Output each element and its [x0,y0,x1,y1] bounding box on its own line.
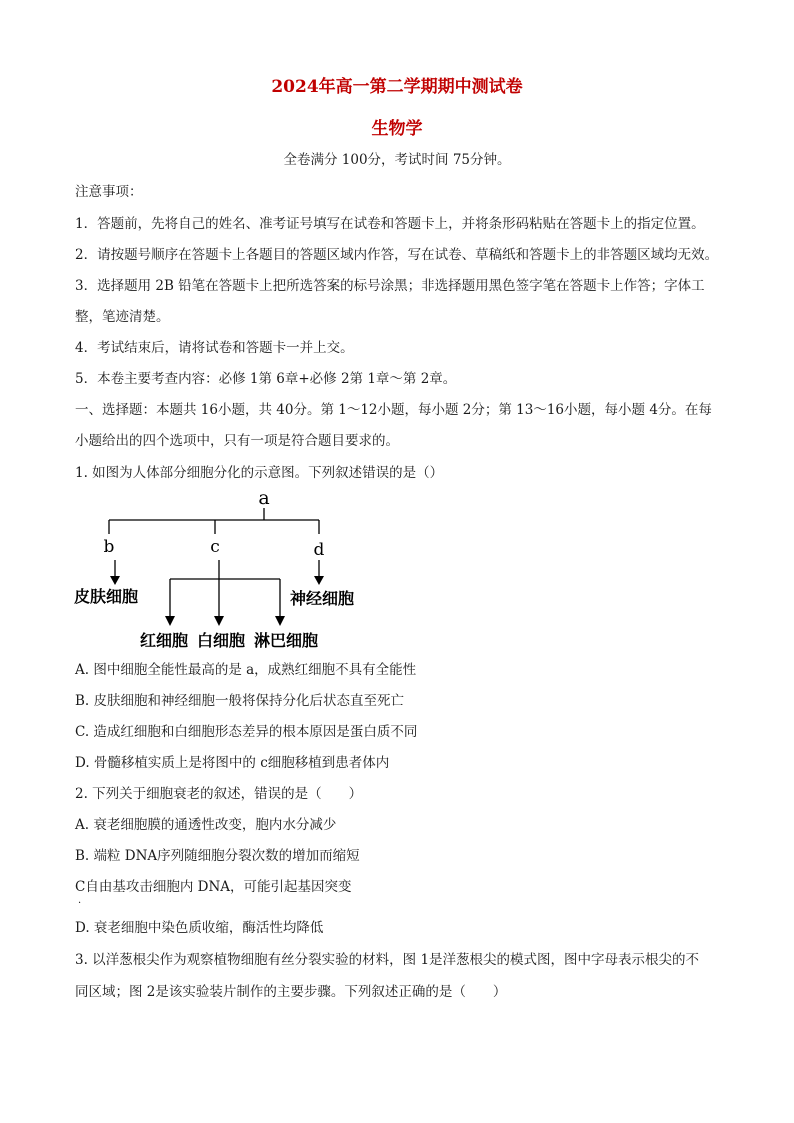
question-1-option-d: D. 骨髓移植实质上是将图中的 c细胞移植到患者体内 [75,755,390,771]
node-c: c [210,537,220,557]
question-1-stem: 1. 如图为人体部分细胞分化的示意图。下列叙述错误的是（） [75,465,444,481]
question-1-option-b: B. 皮肤细胞和神经细胞一般将保持分化后状态直至死亡 [75,693,405,709]
section-instruction: 小题给出的四个选项中，只有一项是符合题目要求的。 [75,433,399,449]
label-lymphocyte: 淋巴细胞 [254,631,319,650]
note-item: 3．选择题用 2B 铅笔在答题卡上把所选答案的标号涂黑；非选择题用黑色签字笔在答题卡上作答；字体工 [75,278,705,294]
question-2-option-d: D. 衰老细胞中染色质收缩，酶活性均降低 [75,920,324,936]
exam-info: 全卷满分 100分，考试时间 75分钟。 [283,152,511,168]
note-item: 2．请按题号顺序在答题卡上各题目的答题区域内作答，写在试卷、草稿纸和答题卡上的非答题区域均无效。 [75,247,719,263]
cell-differentiation-diagram [72,484,362,654]
arrow-head [165,616,175,626]
label-red-blood-cell: 红细胞 [140,631,189,650]
arrow-head [275,616,285,626]
question-2-stem: 2. 下列关于细胞衰老的叙述，错误的是（ ） [75,786,363,802]
question-2-option-a: A. 衰老细胞膜的通透性改变，胞内水分减少 [75,817,337,833]
question-1-option-c: C. 造成红细胞和白细胞形态差异的根本原因是蛋白质不同 [75,724,418,740]
stray-mark: · [78,898,82,909]
note-item: 整，笔迹清楚。 [75,309,170,325]
exam-title: 2024年高一第二学期期中测试卷 [271,77,523,97]
note-item: 4．考试结束后，请将试卷和答题卡一并上交。 [75,340,354,356]
node-a: a [258,487,270,509]
node-b: b [103,537,115,557]
notes-heading: 注意事项： [75,184,143,200]
question-3-stem: 同区域；图 2是该实验装片制作的主要步骤。下列叙述正确的是（ ） [75,984,507,1000]
question-2-option-b: B. 端粒 DNA序列随细胞分裂次数的增加而缩短 [75,848,360,864]
label-nerve-cell: 神经细胞 [290,589,355,608]
arrow-head [214,616,224,626]
label-white-blood-cell: 白细胞 [197,631,246,650]
question-3-stem: 3. 以洋葱根尖作为观察植物细胞有丝分裂实验的材料，图 1是洋葱根尖的模式图，图中字母表示根尖的不 [75,952,700,968]
section-instruction: 一、选择题：本题共 16小题，共 40分。第 1～12小题，每小题 2分；第 13～16小题，每小题 4分。在每 [75,402,712,418]
node-d: d [313,540,325,560]
arrow-head [314,576,324,585]
question-2-option-c: C自由基攻击细胞内 DNA，可能引起基因突变 [75,879,352,895]
question-1-option-a: A. 图中细胞全能性最高的是 a，成熟红细胞不具有全能性 [75,662,417,678]
arrow-head [110,576,120,585]
note-item: 1．答题前，先将自己的姓名、准考证号填写在试卷和答题卡上，并将条形码粘贴在答题卡上的指定位置。 [75,216,705,232]
label-skin-cell: 皮肤细胞 [74,587,139,606]
subject-title: 生物学 [371,119,423,139]
note-item: 5．本卷主要考查内容：必修 1第 6章+必修 2第 1章～第 2章。 [75,371,457,387]
